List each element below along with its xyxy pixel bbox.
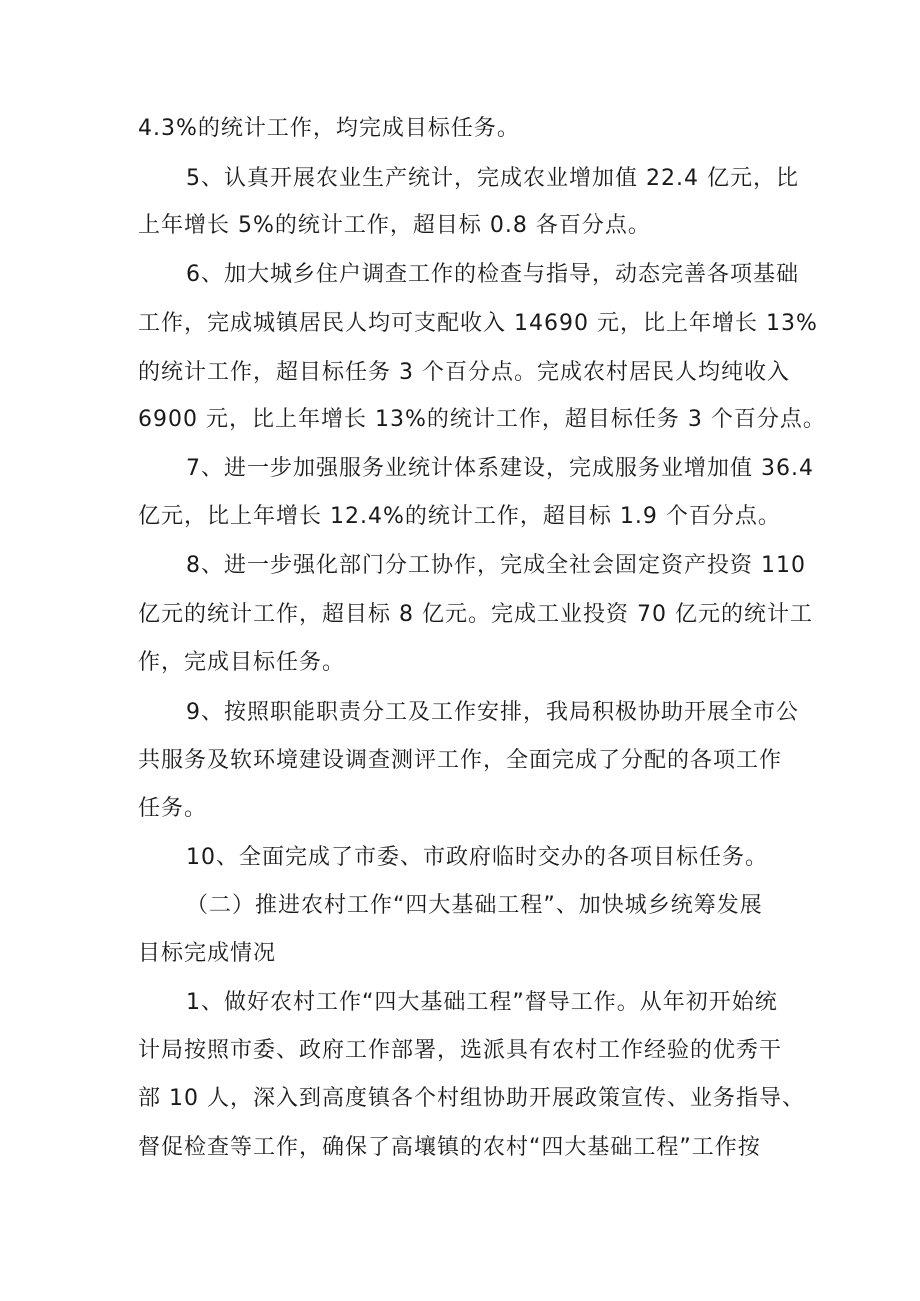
section-heading: 目标完成情况: [138, 941, 277, 966]
section-heading: （二）推进农村工作“四大基础工程”、加快城乡统筹发展: [186, 893, 763, 918]
text-line: 部 10 人，深入到高度镇各个村组协助开展政策宣传、业务指导、: [138, 1086, 805, 1111]
text-line: 亿元的统计工作，超目标 8 亿元。完成工业投资 70 亿元的统计工: [138, 602, 813, 627]
text-line: 7、进一步加强服务业统计体系建设，完成服务业增加值 36.4: [186, 456, 814, 481]
text-line: 督促检查等工作，确保了高壤镇的农村“四大基础工程”工作按: [138, 1135, 761, 1160]
text-line: 上年增长 5%的统计工作，超目标 0.8 各百分点。: [138, 213, 651, 238]
text-line: 的统计工作，超目标任务 3 个百分点。完成农村居民人均纯收入: [138, 360, 790, 385]
text-line: 任务。: [138, 796, 208, 821]
text-line: 1、做好农村工作“四大基础工程”督导工作。从年初开始统: [186, 990, 778, 1015]
text-line: 8、进一步强化部门分工协作，完成全社会固定资产投资 110: [186, 553, 806, 578]
text-line: 工作，完成城镇居民人均可支配收入 14690 元，比上年增长 13%: [138, 311, 818, 336]
text-line: 共服务及软环境建设调查测评工作，全面完成了分配的各项工作: [138, 748, 783, 773]
text-line: 9、按照职能职责分工及工作安排，我局积极协助开展全市公: [186, 700, 799, 725]
text-line: 6900 元，比上年增长 13%的统计工作，超目标任务 3 个百分点。: [138, 407, 826, 432]
text-line: 4.3%的统计工作，均完成目标任务。: [138, 116, 520, 141]
text-line: 作，完成目标任务。: [138, 650, 346, 675]
text-line: 亿元，比上年增长 12.4%的统计工作，超目标 1.9 个百分点。: [138, 504, 781, 529]
text-line: 5、认真开展农业生产统计，完成农业增加值 22.4 亿元，比: [186, 166, 799, 191]
text-line: 6、加大城乡住户调查工作的检查与指导，动态完善各项基础: [186, 262, 799, 287]
text-line: 10、全面完成了市委、市政府临时交办的各项目标任务。: [186, 845, 768, 870]
text-line: 计局按照市委、政府工作部署，选派具有农村工作经验的优秀干: [138, 1038, 783, 1063]
